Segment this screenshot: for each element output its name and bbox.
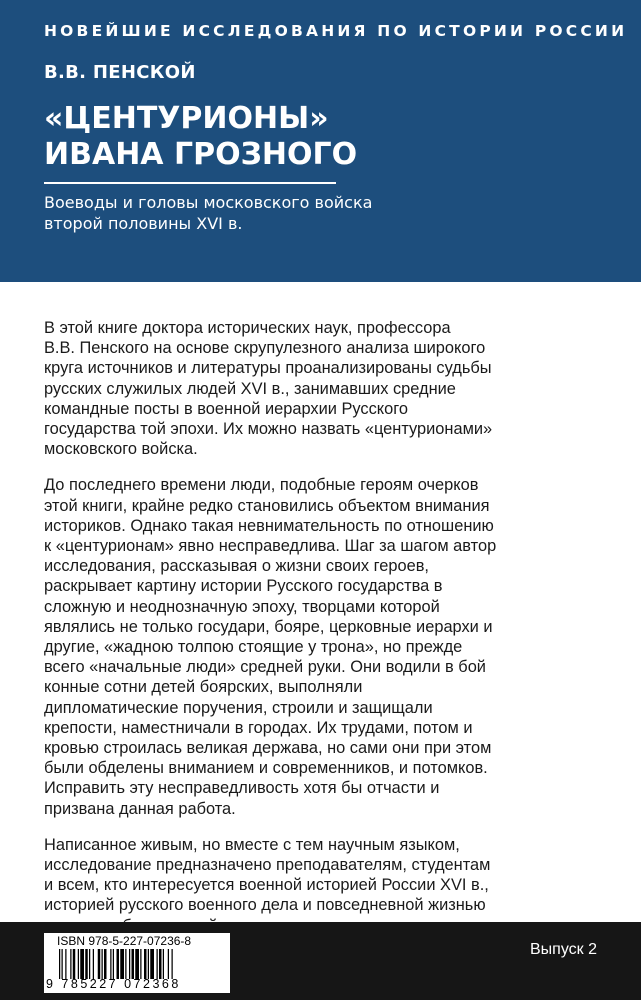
description-paragraph xyxy=(44,475,604,818)
description-line: В этой книге доктора исторических наук, профессора xyxy=(44,319,451,337)
description-line: конные сотни детей боярских, выполняли xyxy=(44,678,363,697)
description-line: кровью строилась великая держава, но сами они при этом xyxy=(44,739,492,758)
description-line: исследование предназначено преподавателям, студентам xyxy=(44,856,491,875)
description-line: раскрывает картину истории Русского государства в xyxy=(44,577,443,596)
description-line: исследования, рассказывая о жизни своих героев, xyxy=(44,557,429,576)
description-line: всего «начальные люди» средней руки. Они водили в бой xyxy=(44,658,486,677)
series-title: НОВЕЙШИЕ ИССЛЕДОВАНИЯ ПО ИСТОРИИ РОССИИ xyxy=(44,22,628,40)
barcode-label xyxy=(44,933,230,993)
description-line: были обделены вниманием и современников, и потомков. xyxy=(44,759,488,778)
description-paragraph xyxy=(44,835,604,936)
description-line: и всем, кто интересуется военной историей России XVI в., xyxy=(44,876,489,895)
description-line: этой книги, крайне редко становились объектом внимания xyxy=(44,496,490,515)
description-line: командные посты в военной иерархии Русского xyxy=(44,399,408,418)
subtitle-line: второй половины XVI в. xyxy=(44,214,243,233)
description-line: Исправить эту несправедливость хотя бы отчасти и xyxy=(44,779,440,798)
description-line: круга источников и литературы проанализированы судьбы xyxy=(44,359,492,378)
book-title-line: «ЦЕНТУРИОНЫ» xyxy=(44,101,329,136)
description-line: историков. Однако такая невнимательность по отношению xyxy=(44,516,494,535)
description-line: крепости, наместничали в городах. Их трудами, потом и xyxy=(44,718,473,737)
description-line: к «центурионам» явно несправедлива. Шаг за шагом автор xyxy=(44,537,497,556)
barcode-icon xyxy=(59,949,217,979)
isbn-text: ISBN 978-5-227-07236-8 xyxy=(57,934,192,948)
title-divider xyxy=(44,182,336,184)
book-title-line: ИВАНА ГРОЗНОГО xyxy=(44,137,358,172)
book-subtitle xyxy=(44,192,604,234)
book-title xyxy=(44,101,357,173)
description-line: являлись не только государи, бояре, церковные иерархи и xyxy=(44,617,493,636)
description-line: дипломатические поручения, строили и защищали xyxy=(44,698,433,717)
description-line: историей русского военного дела и повседневной жизнью xyxy=(44,896,486,915)
description-line: До последнего времени люди, подобные героям очерков xyxy=(44,476,479,495)
description-line: призвана данная работа. xyxy=(44,799,236,818)
description-line: Написанное живым, но вместе с тем научным языком, xyxy=(44,835,460,854)
book-description xyxy=(44,318,604,952)
header-band xyxy=(0,0,641,282)
description-line: сложную и неоднозначную эпоху, творцами которой xyxy=(44,597,440,616)
description-line: государства той эпохи. Их можно назвать «центурионами» xyxy=(44,420,493,439)
issue-number: Выпуск 2 xyxy=(530,941,597,958)
barcode-digits: 9 785227 072368 xyxy=(46,977,181,991)
description-paragraph xyxy=(44,318,604,459)
description-line: московского войска. xyxy=(44,440,198,459)
author-name: В.В. ПЕНСКОЙ xyxy=(44,62,196,83)
description-line: В.В. Пенского на основе скрупулезного анализа широкого xyxy=(44,339,486,358)
description-line: русских служилых людей XVI в., занимавших средние xyxy=(44,379,456,398)
subtitle-line: Воеводы и головы московского войска xyxy=(44,193,373,212)
description-line: другие, «жадною толпою стоящие у трона», но прежде xyxy=(44,638,463,657)
